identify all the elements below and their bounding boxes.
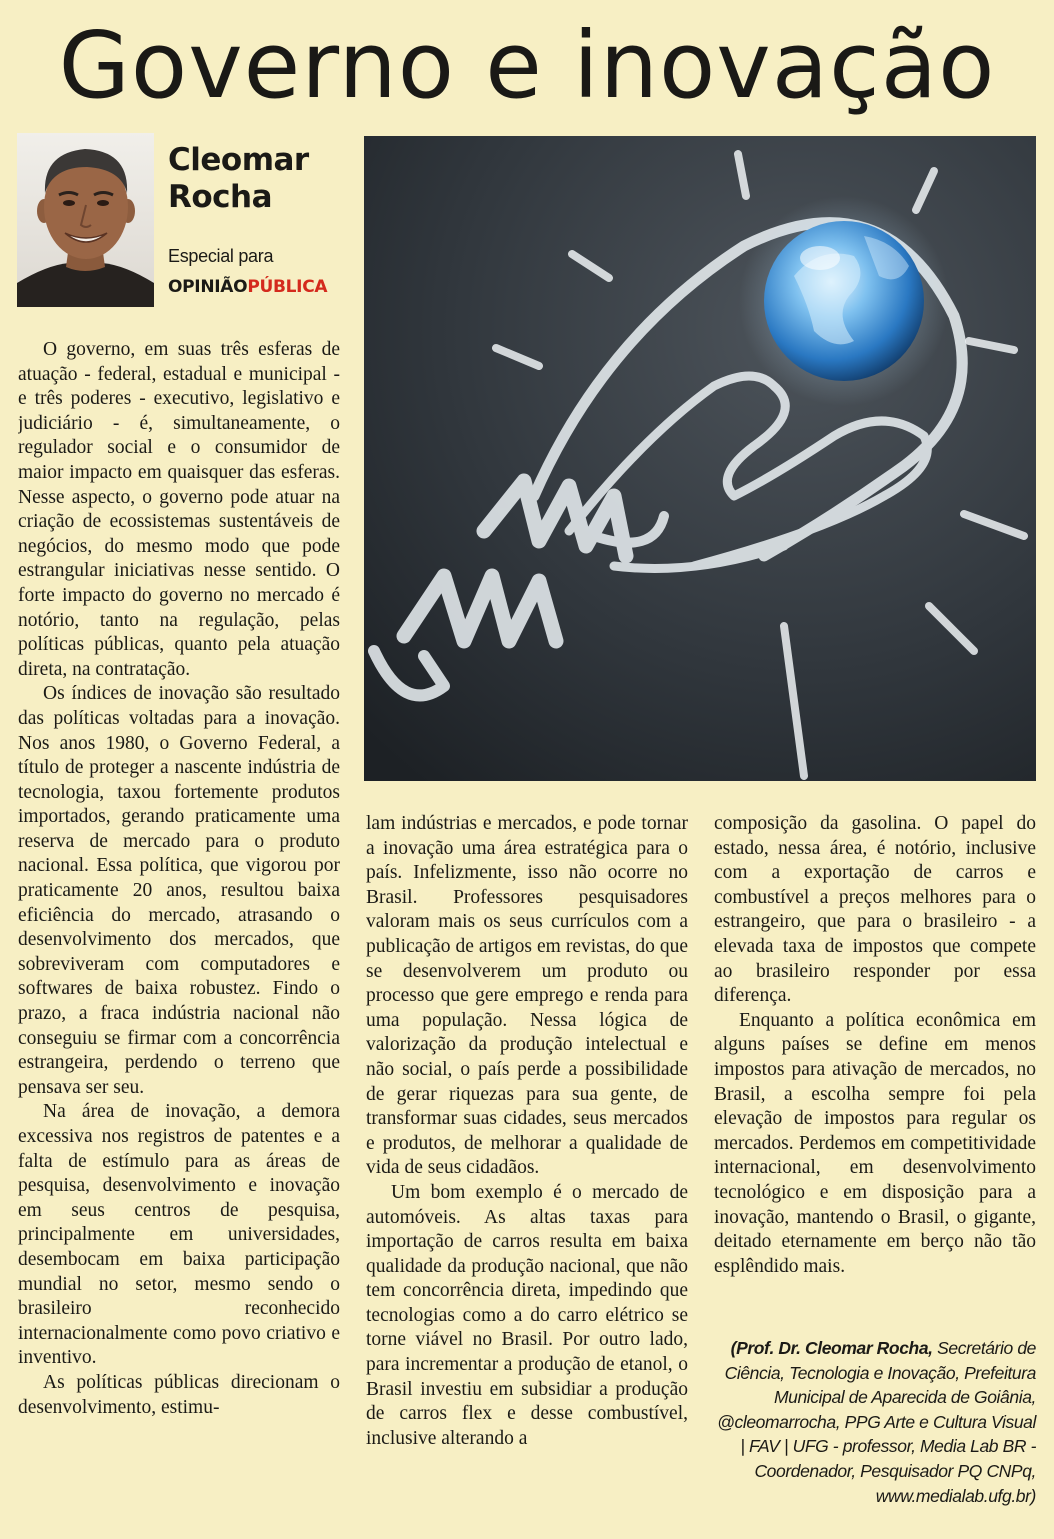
- paragraph: As políticas públicas direcionam o desenvolvimento, estimu-: [18, 1371, 340, 1418]
- publication-logo-part2: PÚBLICA: [247, 277, 328, 297]
- paragraph: Na área de inovação, a demora excessiva nos registros de patentes e a falta de estímulo para as áreas de pesquisa, desenvolvimento e inovação em seus centros de pesquisa, principalmente em universidades, desembocam em baixa participação mundial no setor, mesmo sendo o brasileiro reconhecido internacionalmente como povo criativo e inventivo.: [18, 1101, 340, 1369]
- author-name: [168, 142, 348, 216]
- paragraph: composição da gasolina. O papel do estado, nessa área, é notório, inclusive com a exportação de carros e combustível a preços melhores para o estrangeiro, que para o brasileiro - a elevada taxa de impostos que compete ao brasileiro responder por essa diferença.: [714, 813, 1036, 1007]
- author-credit: [714, 1336, 1036, 1508]
- paragraph: Os índices de inovação são resultado das políticas voltadas para a inovação. Nos anos 1980, o Governo Federal, a título de proteger a nascente indústria de tecnologia, taxou fortemente produtos importados, gerando praticamente uma reserva de mercado para o produto nacional. Essa política, que vigorou por praticamente 20 anos, resultou baixa eficiência do mercado, atrasando o desenvolvimento dos mercados, que sobreviveram com computadores e softwares de baixa robustez. Findo o prazo, a fraca indústria nacional não conseguiu se firmar com a concorrência estrangeira, perdendo o terreno que pensava ser seu.: [18, 683, 340, 1098]
- headline: Governo e inovação: [58, 12, 996, 119]
- special-for-label: Especial para: [168, 246, 274, 266]
- paragraph: O governo, em suas três esferas de atuação - federal, estadual e municipal - e três poderes - executivo, legislativo e judiciário - é, simultaneamente, o regulador social e o consumidor de maior impacto em quaisquer das esferas. Nesse aspecto, o governo pode atuar na criação de ecossistemas sustentáveis de negócios, do mesmo modo que pode estrangular iniciativas nesse sentido. O forte impacto do governo no mercado é notório, tanto na regulação, pelas políticas públicas, quanto pela atuação direta, na contratação.: [18, 339, 340, 680]
- paragraph: Um bom exemplo é o mercado de automóveis. As altas taxas para importação de carros resulta em baixa qualidade da produção nacional, que não tem concorrência direta, impedindo que tecnologias como a do carro elétrico se torne viável no Brasil. Por outro lado, para incrementar a produção de etanol, o Brasil investiu em subsidiar a produção de carros flex e desse combustível, inclusive alterando a: [366, 1181, 688, 1449]
- credit-details: Secretário de Ciência, Tecnologia e Inovação, Prefeitura Municipal de Aparecida de Goiânia, @cleomarrocha, PPG Arte e Cultura Visual | FAV | UFG - professor, Media Lab BR - Coordenador, Pesquisador PQ CNPq, www.medialab.ufg.br): [717, 1338, 1036, 1506]
- author-last-name: Rocha: [168, 179, 273, 215]
- column-1: [18, 338, 340, 1534]
- author-first-name: Cleomar: [168, 142, 309, 178]
- column-3: [714, 812, 1036, 1332]
- column-2: [366, 812, 688, 1534]
- hero-illustration: [364, 136, 1036, 781]
- author-photo: [17, 133, 154, 307]
- paragraph: lam indústrias e mercados, e pode tornar a inovação uma área estratégica para o país. Infelizmente, isso não ocorre no Brasil. Professores pesquisadores valoram mais os seus currículos com a publicação de artigos em revistas, do que se desenvolverem um produto ou processo que gere emprego e renda para uma população. Nessa lógica de valorização da produção intelectual e não social, o país perde a possibilidade de gerar riquezas para sua gente, de transformar suas cidades, seus mercados e produtos, de melhorar a qualidade de vida de seus cidadãos.: [366, 813, 688, 1179]
- publication-logo-part1: OPINIÃO: [168, 277, 248, 297]
- paragraph: Enquanto a política econômica em alguns países se define em menos impostos para ativação de mercados, no Brasil, a escolha sempre foi pela elevação de impostos para regular os mercados. Perdemos em competitividade internacional, em desenvolvimento tecnológico e em disposição para a inovação, mantendo o Brasil, o gigante, deitado eternamente em berço não tão esplêndido mais.: [714, 1009, 1036, 1277]
- credit-name: (Prof. Dr. Cleomar Rocha,: [730, 1338, 933, 1358]
- publication-logo: [168, 277, 327, 297]
